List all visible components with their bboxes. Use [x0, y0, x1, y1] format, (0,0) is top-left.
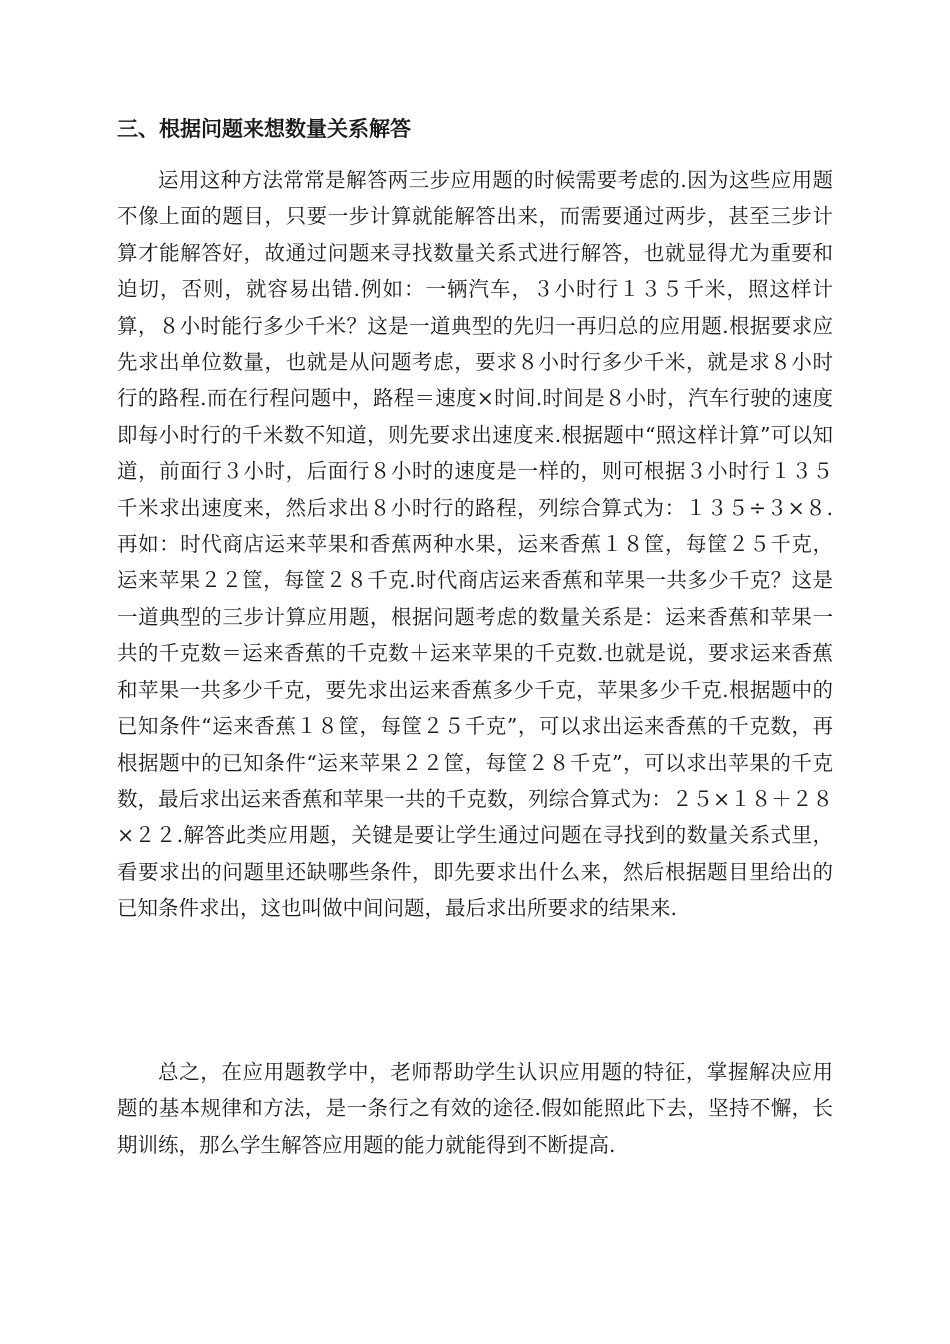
body-paragraph-method: 运用这种方法常常是解答两三步应用题的时候需要考虑的.因为这些应用题不像上面的题目，只要一步计算就能解答出来，而需要通过两步，甚至三步计算才能解答好，故通过问题来寻找数量关系式进行解答，也就显得尤为重要和迫切，否则，就容易出错.例如：一辆汽车，３小时行１３５千米，照这样计算，８小时能行多少千米？这是一道典型的先归一再归总的应用题.根据要求应先求出单位数量，也就是从问题考虑，要求８小时行多少千米，就是求８小时行的路程.而在行程问题中，路程＝速度×时间.时间是８小时，汽车行驶的速度即每小时行的千米数不知道，则先要求出速度来.根据题中“照这样计算”可以知道，前面行３小时，后面行８小时的速度是一样的，则可根据３小时行１３５千米求出速度来，然后求出８小时行的路程，列综合算式为：１３５÷３×８.再如：时代商店运来苹果和香蕉两种水果，运来香蕉１８筐，每筐２５千克，运来苹果２２筐，每筐２８千克.时代商店运来香蕉和苹果一共多少千克？这是一道典型的三步计算应用题，根据问题考虑的数量关系是：运来香蕉和苹果一共的千克数＝运来香蕉的千克数＋运来苹果的千克数.也就是说，要求运来香蕉和苹果一共多少千克，要先求出运来香蕉多少千克，苹果多少千克.根据题中的已知条件“运来香蕉１８筐，每筐２５千克”，可以求出运来香蕉的千克数，再根据题中的已知条件“运来苹果２２筐，每筐２８千克”，可以求出苹果的千克数，最后求出运来香蕉和苹果一共的千克数，列综合算式为：２５×１８＋２８×２２.解答此类应用题，关键是要让学生通过问题在寻找到的数量关系式里，看要求出的问题里还缺哪些条件，即先要求出什么来，然后根据题目里给出的已知条件求出，这也叫做中间问题，最后求出所要求的结果来. [117, 168, 833, 921]
body-paragraph-conclusion: 总之，在应用题教学中，老师帮助学生认识应用题的特征，掌握解决应用题的基本规律和方法，是一条行之有效的途径.假如能照此下去，坚持不懈，长期训练，那么学生解答应用题的能力就能得到不断提高. [117, 1060, 833, 1157]
section-heading: 三、根据问题来想数量关系解答 [117, 117, 411, 141]
